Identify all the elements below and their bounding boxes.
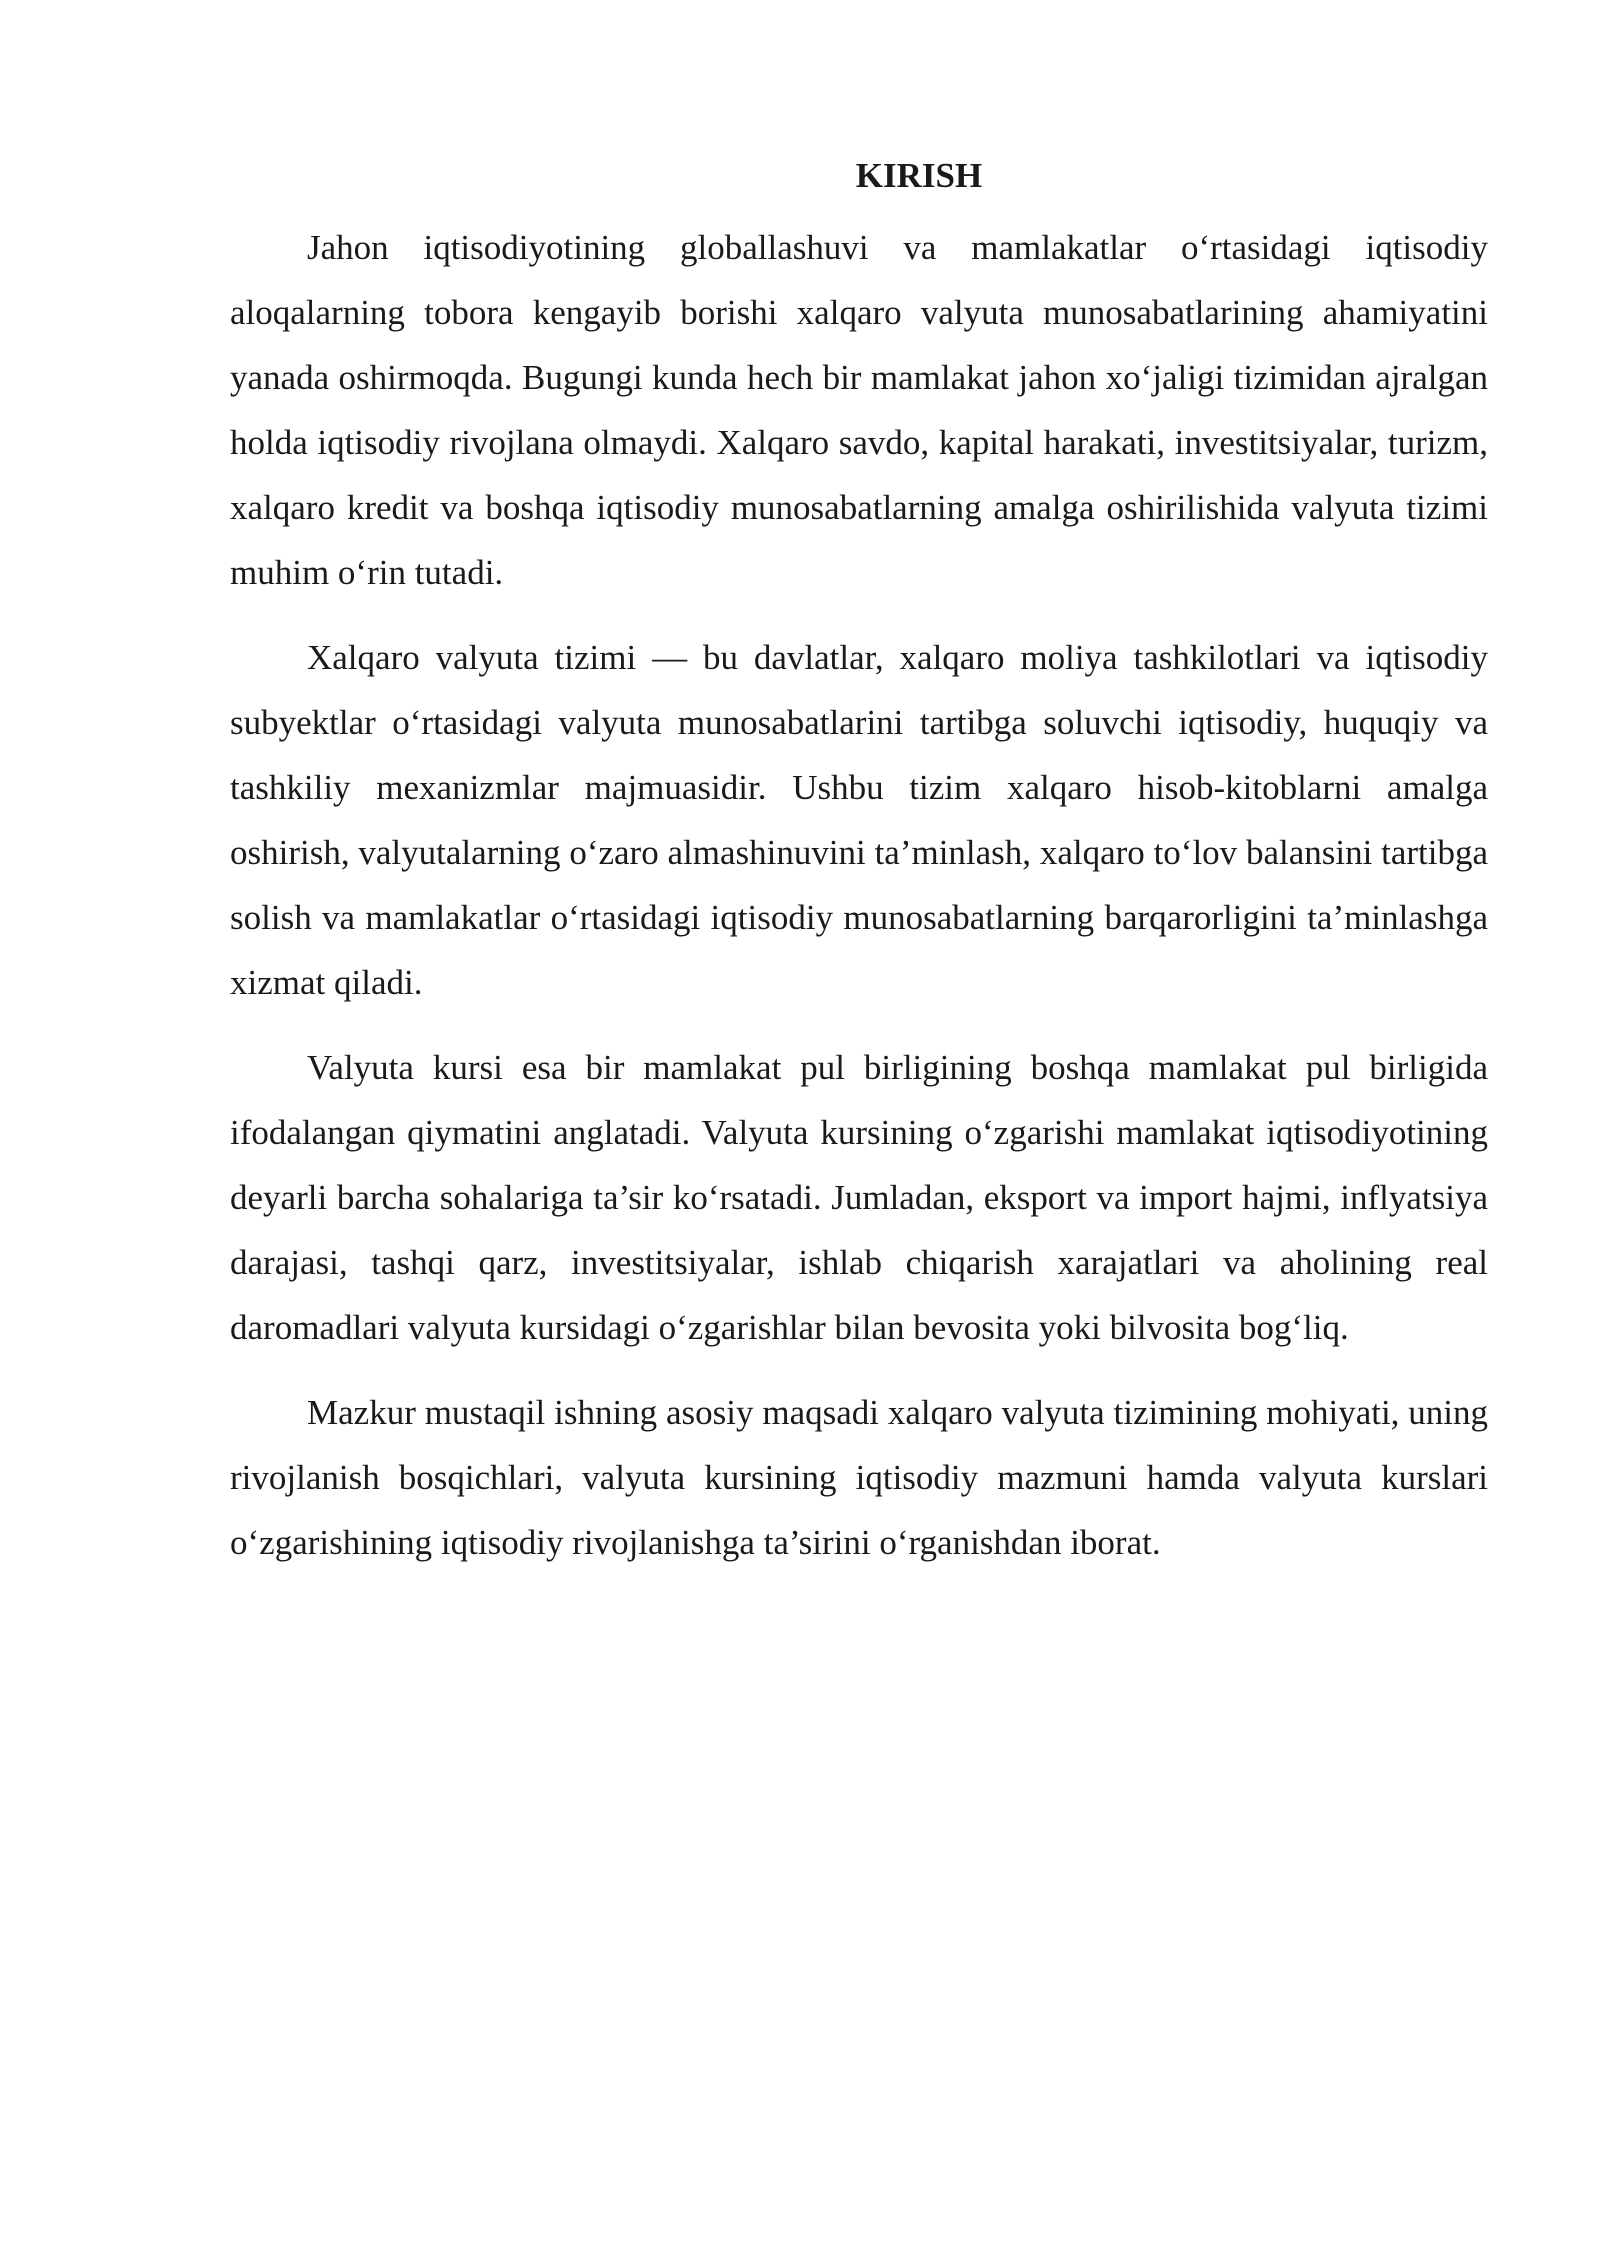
paragraph-4: Mazkur mustaqil ishning asosiy maqsadi xalqaro valyuta tizimining mohiyati, uning rivojlanish bosqichlari, valyuta kursining iqtisodiy mazmuni hamda valyuta kurslari o‘zgarishining iqtisodiy rivojlanishga ta’sirini o‘rganishdan iborat.: [230, 1393, 1488, 1562]
section-title: KIRISH: [855, 156, 983, 195]
document-body: [230, 148, 1488, 1595]
paragraph-3: Valyuta kursi esa bir mamlakat pul birligining boshqa mamlakat pul birligida ifodalangan qiymatini anglatadi. Valyuta kursining o‘zgarishi mamlakat iqtisodiyotining deyarli barcha sohalariga ta’sir ko‘rsatadi. Jumladan, eksport va import hajmi, inflyatsiya darajasi, tashqi qarz, investitsiyalar, ishlab chiqarish xarajatlari va aholining real daromadlari valyuta kursidagi o‘zgarishlar bilan bevosita yoki bilvosita bog‘liq.: [230, 1048, 1488, 1347]
paragraph-1: Jahon iqtisodiyotining globallashuvi va mamlakatlar o‘rtasidagi iqtisodiy aloqalarning tobora kengayib borishi xalqaro valyuta munosabatlarining ahamiyatini yanada oshirmoqda. Bugungi kunda hech bir mamlakat jahon xo‘jaligi tizimidan ajralgan holda iqtisodiy rivojlana olmaydi. Xalqaro savdo, kapital harakati, investitsiyalar, turizm, xalqaro kredit va boshqa iqtisodiy munosabatlarning amalga oshirilishida valyuta tizimi muhim o‘rin tutadi.: [230, 228, 1488, 592]
paragraph-2: Xalqaro valyuta tizimi — bu davlatlar, xalqaro moliya tashkilotlari va iqtisodiy subyektlar o‘rtasidagi valyuta munosabatlarini tartibga soluvchi iqtisodiy, huquqiy va tashkiliy mexanizmlar majmuasidir. Ushbu tizim xalqaro hisob-kitoblarni amalga oshirish, valyutalarning o‘zaro almashinuvini ta’minlash, xalqaro to‘lov balansini tartibga solish va mamlakatlar o‘rtasidagi iqtisodiy munosabatlarning barqarorligini ta’minlashga xizmat qiladi.: [230, 638, 1488, 1002]
